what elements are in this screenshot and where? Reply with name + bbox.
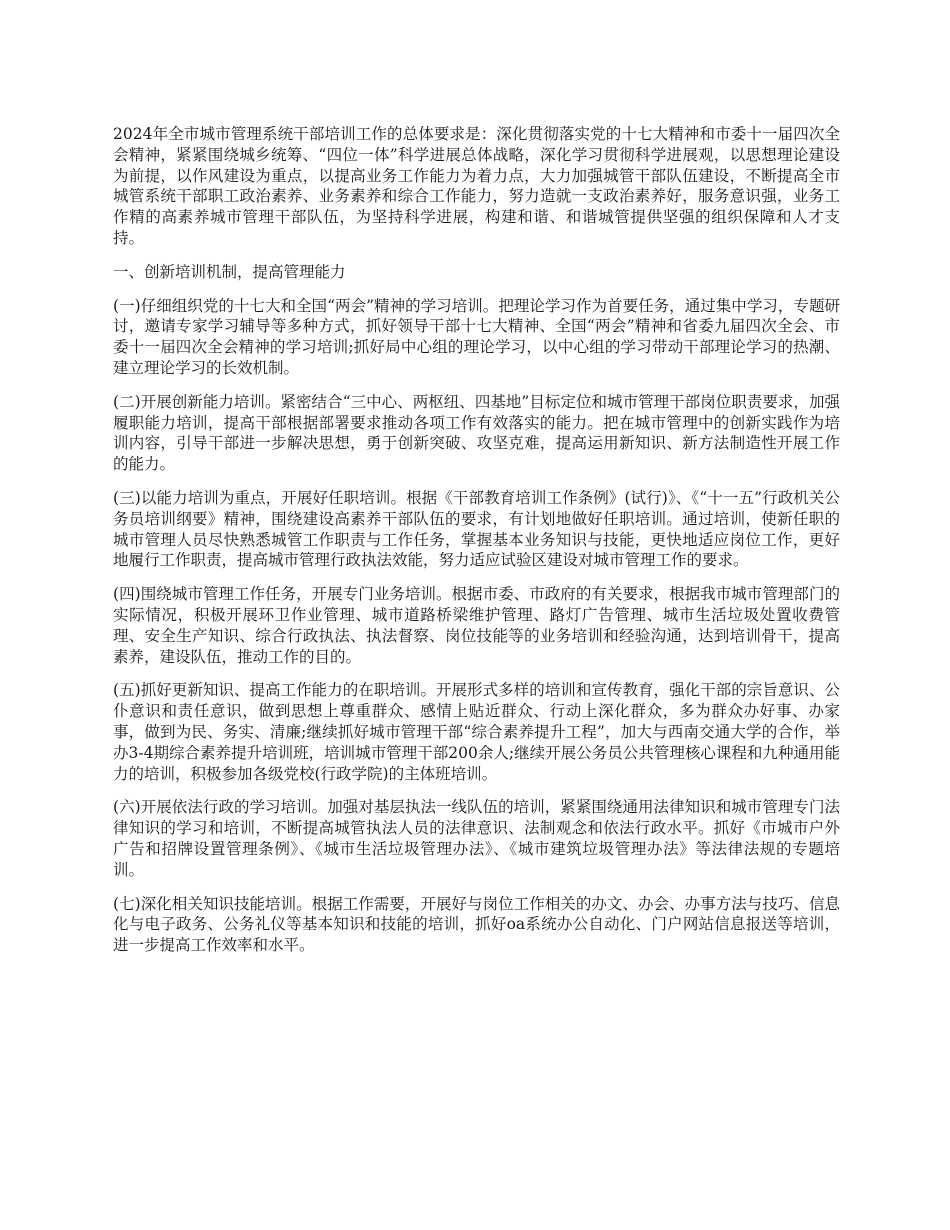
item-paragraph-4: (四)围绕城市管理工作任务，开展专门业务培训。根据市委、市政府的有关要求，根据我市城市管理部门的实际情况，积极开展环卫作业管理、城市道路桥梁维护管理、路灯广告管理、城市生活垃圾处置收费管理、安全生产知识、综合行政执法、执法督察、岗位技能等的业务培训和经验沟通，达到培训骨干，提高素养，建设队伍，推动工作的目的。	[113, 585, 840, 666]
document-body	[113, 124, 840, 969]
item-paragraph-6: (六)开展依法行政的学习培训。加强对基层执法一线队伍的培训，紧紧围绕通用法律知识和城市管理专门法律知识的学习和培训，不断提高城管执法人员的法律意识、法制观念和依法行政水平。抓好《市城市户外广告和招牌设置管理条例》、《城市生活垃圾管理办法》、《城市建筑垃圾管理办法》等法律法规的专题培训。	[113, 798, 840, 879]
item-paragraph-1: (一)仔细组织党的十七大和全国“两会”精神的学习培训。把理论学习作为首要任务，通过集中学习，专题研讨，邀请专家学习辅导等多种方式，抓好领导干部十七大精神、全国“两会”精神和省委九届四次全会、市委十一届四次全会精神的学习培训;抓好局中心组的理论学习，以中心组的学习带动干部理论学习的热潮、建立理论学习的长效机制。	[113, 296, 840, 377]
item-paragraph-3: (三)以能力培训为重点，开展好任职培训。根据《干部教育培训工作条例》(试行)》、《“十一五”行政机关公务员培训纲要》精神，围绕建设高素养干部队伍的要求，有计划地做好任职培训。通过培训，使新任职的城市管理人员尽快熟悉城管工作职责与工作任务，掌握基本业务知识与技能，更快地适应岗位工作，更好地履行工作职责，提高城市管理行政执法效能，努力适应试验区建设对城市管理工作的要求。	[113, 488, 840, 570]
item-paragraph-7: (七)深化相关知识技能培训。根据工作需要，开展好与岗位工作相关的办文、办会、办事方法与技巧、信息化与电子政务、公务礼仪等基本知识和技能的培训，抓好oa系统办公自动化、门户网站信息报送等培训，进一步提高工作效率和水平。	[113, 894, 840, 955]
intro-paragraph: 2024年全市城市管理系统干部培训工作的总体要求是：深化贯彻落实党的十七大精神和市委十一届四次全会精神，紧紧围绕城乡统筹、“四位一体”科学进展总体战略，深化学习贯彻科学进展观，以思想理论建设为前提，以作风建设为重点，以提高业务工作能力为着力点，大力加强城管干部队伍建设，不断提高全市城管系统干部职工政治素养、业务素养和综合工作能力，努力造就一支政治素养好，服务意识强，业务工作精的高素养城市管理干部队伍，为坚持科学进展，构建和谐、和谐城管提供坚强的组织保障和人才支持。	[113, 125, 840, 247]
section-heading: 一、创新培训机制，提高管理能力	[113, 262, 346, 281]
item-paragraph-5: (五)抓好更新知识、提高工作能力的在职培训。开展形式多样的培训和宣传教育，强化干部的宗旨意识、公仆意识和责任意识，做到思想上尊重群众、感情上贴近群众、行动上深化群众，多为群众办好事、办家事，做到为民、务实、清廉;继续抓好城市管理干部“综合素养提升工程”，加大与西南交通大学的合作，举办3-4期综合素养提升培训班，培训城市管理干部200余人;继续开展公务员公共管理核心课程和九种通用能力的培训，积极参加各级党校(行政学院)的主体班培训。	[113, 681, 840, 783]
item-paragraph-2: (二)开展创新能力培训。紧密结合“三中心、两枢纽、四基地”目标定位和城市管理干部岗位职责要求，加强履职能力培训，提高干部根据部署要求推动各项工作有效落实的能力。把在城市管理中的创新实践作为培训内容，引导干部进一步解决思想，勇于创新突破、攻坚克难，提高运用新知识、新方法制造性开展工作的能力。	[113, 392, 840, 474]
